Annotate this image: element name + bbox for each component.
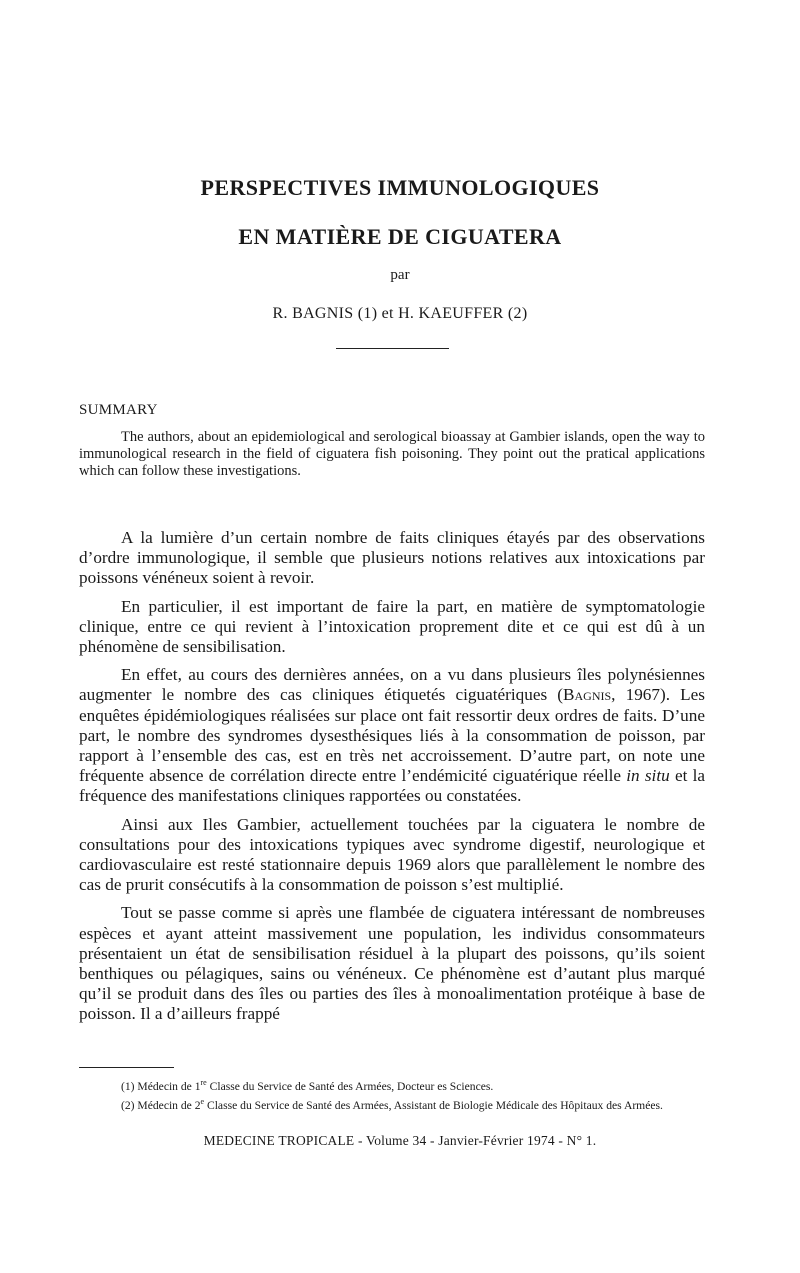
footnote-divider: [79, 1067, 174, 1068]
footnote-2-text-end: Classe du Service de Santé des Armées, Assistant de Biologie Médicale des Hôpitaux des Armées.: [204, 1098, 663, 1112]
summary-heading: SUMMARY: [79, 402, 158, 418]
byline-par: par: [390, 267, 410, 283]
footnote-1: [79, 1075, 705, 1094]
title-divider: [336, 348, 449, 349]
summary-text: The authors, about an epidemiological and serological bioassay at Gambier islands, open the way to immunological research in the field of ciguatera fish poisoning. They point out the pratical applications which can follow these investigations.: [79, 429, 705, 479]
footnote-2: [79, 1094, 705, 1113]
footnote-1-text-end: Classe du Service de Santé des Armées, Docteur es Sciences.: [206, 1079, 494, 1093]
article-title-line-2: EN MATIÈRE DE CIGUATERA: [238, 224, 562, 249]
author-list: R. BAGNIS (1) et H. KAEUFFER (2): [272, 305, 528, 322]
footnote-2-text: (2) Médecin de 2: [121, 1098, 201, 1112]
body-paragraph-2: En particulier, il est important de faire la part, en matière de symptomatologie clinique, entre ce qui revient à l’intoxication proprement dite et ce qui est dû à un phénomène de sensibilisation.: [79, 596, 705, 657]
footnote-2-superscript: e: [200, 1096, 205, 1106]
article-title-line-1: PERSPECTIVES IMMUNOLOGIQUES: [200, 175, 600, 200]
body-paragraph-5: Tout se passe comme si après une flambée de ciguatera intéressant de nombreuses espèces et ayant atteint massivement une population, les individus consommateurs présentaient un état de sensibilisation résiduel à la plupart des poissons, qu’ils soient benthiques ou pélagiques, sains ou vénéneux. Ce phénomène est d’autant plus marqué qu’il se produit dans des îles ou parties des îles à monoalimentation protéique à base de poisson. Il a d’ailleurs frappé: [79, 903, 705, 1024]
latin-term: in situ: [626, 766, 670, 786]
body-paragraph-3: [79, 665, 705, 806]
body-paragraph-1: A la lumière d’un certain nombre de faits cliniques étayés par des observations d’ordre immunologique, il semble que plusieurs notions relatives aux intoxications par poissons vénéneux soient à revoir.: [79, 528, 705, 588]
footnotes: [79, 1075, 705, 1113]
body-paragraph-4: Ainsi aux Iles Gambier, actuellement touchées par la ciguatera le nombre de consultations pour des intoxications typiques avec syndrome digestif, neurologique et cardiovasculaire est resté stationnaire depuis 1969 alors que parallèlement le nombre des cas de prurit consécutifs à la consommation de poisson s’est multiplié.: [79, 814, 705, 895]
citation-author: Bagnis: [563, 685, 612, 705]
footnote-1-text: (1) Médecin de 1: [121, 1079, 201, 1093]
paragraph-3-text-a: En effet, au cours des dernières années, on a vu dans plusieurs îles polynésiennes augmenter le nombre des cas cliniques étiquetés ciguatériques (: [79, 665, 705, 705]
article-body: [79, 528, 705, 1033]
paragraph-3-text-b: , 1967). Les enquêtes épidémiologiques réalisées sur place ont fait ressortir deux ordres de faits. D’une part, le nombre des syndromes dysesthésiques liés à la consommation de poisson, par rapport à l’ensemble des cas, est en très net accroissement. D’autre part, on note une fréquente absence de corrélation directe entre l’endémicité ciguatérique réelle: [79, 685, 705, 786]
journal-citation: MEDECINE TROPICALE - Volume 34 - Janvier-Février 1974 - N° 1.: [203, 1133, 597, 1148]
footnote-1-superscript: re: [200, 1078, 207, 1087]
paragraph-3-text-c: et la fréquence des manifestations cliniques rapportées ou constatées.: [79, 766, 706, 806]
